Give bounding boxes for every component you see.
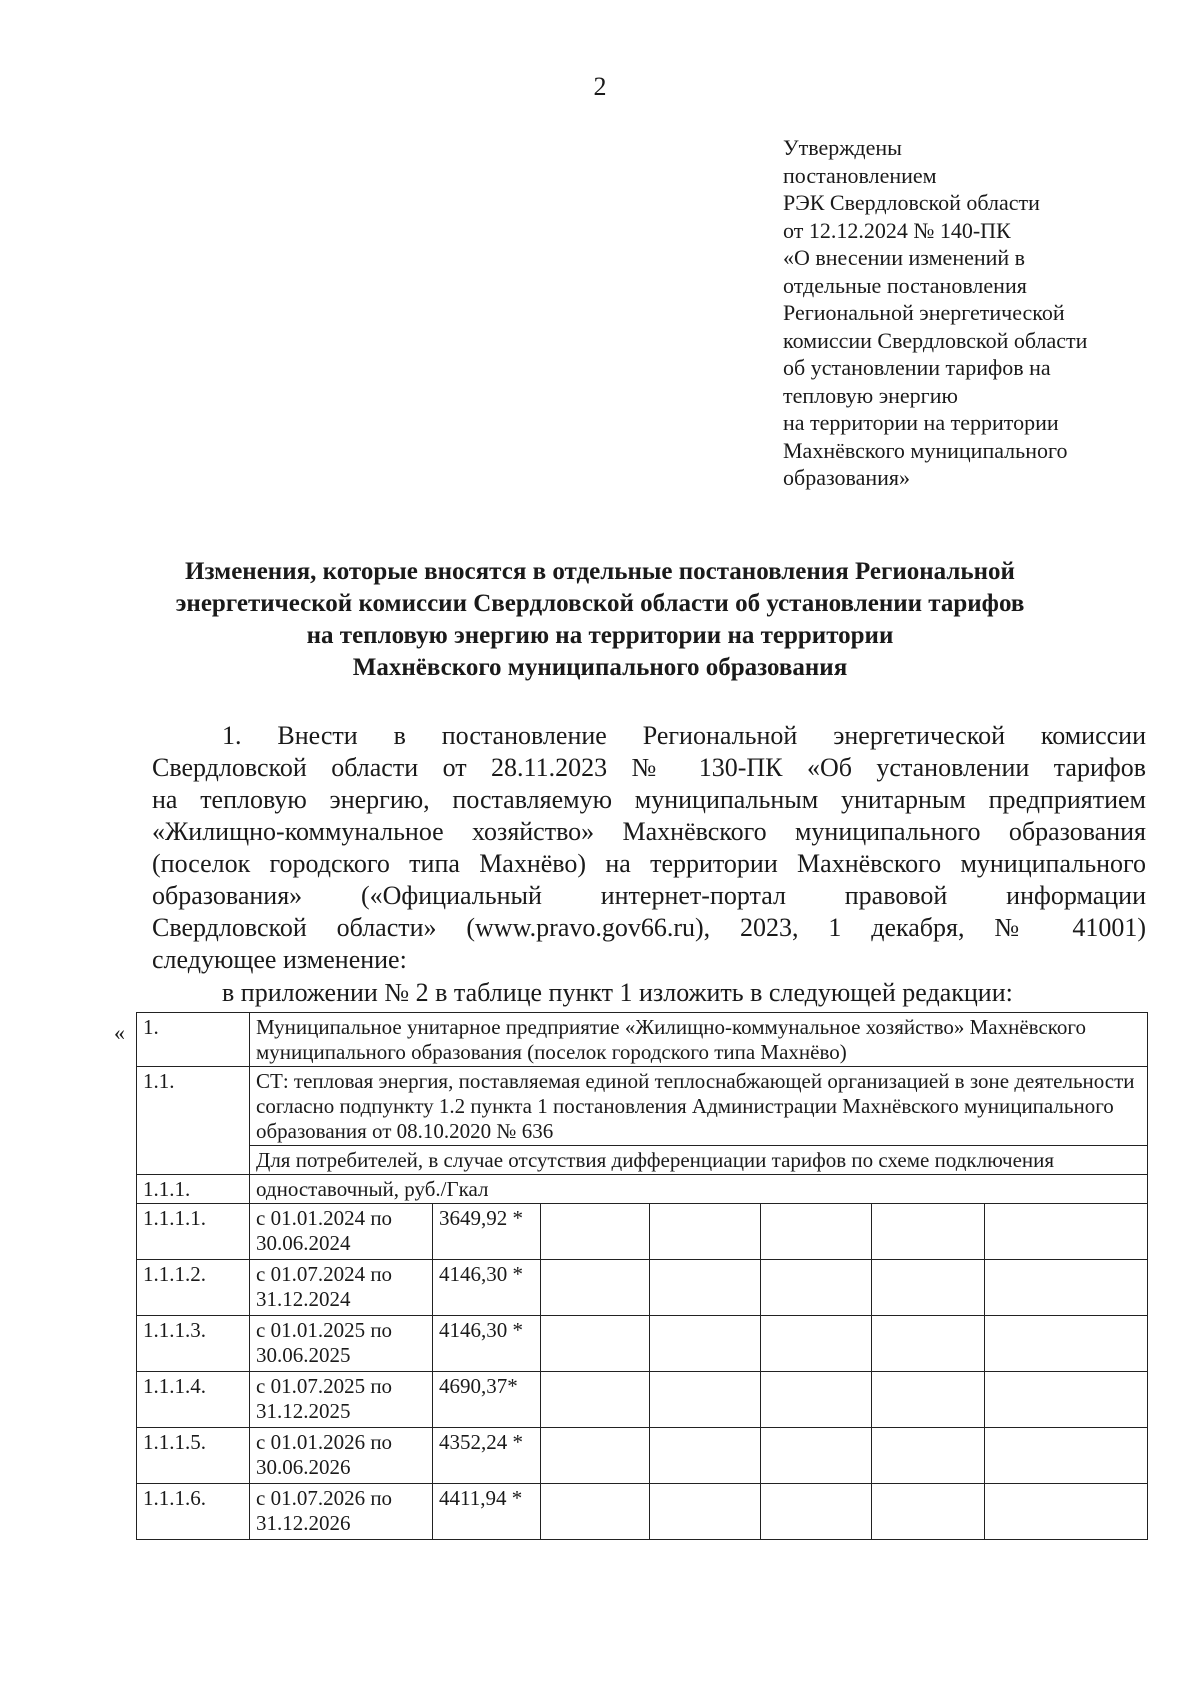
paragraph-line: Свердловской области от 28.11.2023 № 130-ПК «Об установлении тарифов xyxy=(152,753,1146,782)
empty-cell xyxy=(872,1484,985,1540)
row-value: 4146,30 * xyxy=(433,1260,541,1316)
approval-line: РЭК Свердловской области xyxy=(783,190,1040,215)
empty-cell xyxy=(761,1204,872,1260)
row-value: 4146,30 * xyxy=(433,1316,541,1372)
table-row xyxy=(137,1260,1148,1316)
row-number: 1.1.1.2. xyxy=(137,1260,250,1316)
tariff-table xyxy=(136,1012,1148,1540)
empty-cell xyxy=(650,1428,761,1484)
row-number: 1.1.1.4. xyxy=(137,1372,250,1428)
paragraph-line: следующее изменение: xyxy=(152,945,407,974)
approval-line: отдельные постановления xyxy=(783,272,1027,298)
title-line: энергетической комиссии Свердловской области об установлении тарифов xyxy=(175,590,1025,617)
empty-cell xyxy=(985,1484,1148,1540)
empty-cell xyxy=(650,1260,761,1316)
row-period: с 01.01.2024 по 30.06.2024 xyxy=(250,1204,433,1260)
empty-cell xyxy=(541,1372,650,1428)
approval-line: об установлении тарифов на xyxy=(783,355,1051,380)
paragraph-line: на тепловую энергию, поставляемую муниципальным унитарным предприятием xyxy=(152,785,1146,814)
paragraph-line: (поселок городского типа Махнёво) на территории Махнёвского муниципального xyxy=(152,849,1146,878)
empty-cell xyxy=(541,1484,650,1540)
table-row xyxy=(137,1372,1148,1428)
empty-cell xyxy=(761,1260,872,1316)
row-value: 4411,94 * xyxy=(433,1484,541,1540)
empty-cell xyxy=(650,1316,761,1372)
empty-cell xyxy=(541,1428,650,1484)
empty-cell xyxy=(541,1204,650,1260)
empty-cell xyxy=(761,1484,872,1540)
table-row xyxy=(137,1316,1148,1372)
approval-line: образования» xyxy=(783,465,911,490)
amendment-paragraph xyxy=(152,720,1146,976)
row-number: 1.1.1.6. xyxy=(137,1484,250,1540)
paragraph-line: 1. Внести в постановление Региональной энергетической комиссии xyxy=(222,721,1146,750)
title-line: на тепловую энергию на территории на территории xyxy=(306,622,894,649)
page-number: 2 xyxy=(593,72,607,101)
table-row xyxy=(137,1204,1148,1260)
consumers-cell: Для потребителей, в случае отсутствия дифференциации тарифов по схеме подключения xyxy=(250,1146,1148,1175)
approval-block xyxy=(783,134,1183,492)
empty-cell xyxy=(761,1316,872,1372)
approval-line: на территории на территории xyxy=(783,410,1059,435)
row-number: 1.1.1.1. xyxy=(137,1204,250,1260)
title-line: Махнёвского муниципального образования xyxy=(352,654,848,681)
paragraph-line: Свердловской области» (www.pravo.gov66.ru), 2023, 1 декабря, № 41001) xyxy=(152,913,1146,942)
empty-cell xyxy=(985,1204,1148,1260)
org-name-cell: Муниципальное унитарное предприятие «Жилищно-коммунальное хозяйство» Махнёвского муниципального образования (поселок городского типа Махнёво) xyxy=(250,1013,1148,1067)
approval-line: постановлением xyxy=(783,162,937,188)
approval-line: Утверждены xyxy=(783,135,902,160)
empty-cell xyxy=(541,1316,650,1372)
paragraph-line: «Жилищно-коммунальное хозяйство» Махнёвского муниципального образования xyxy=(152,817,1146,846)
st-description-cell: СТ: тепловая энергия, поставляемая единой теплоснабжающей организацией в зоне деятельности согласно подпункту 1.2 пункта 1 постановления Администрации Махнёвского муниципального образования от 08.10.2020 № 636 xyxy=(250,1067,1148,1146)
row-period: с 01.07.2025 по 31.12.2025 xyxy=(250,1372,433,1428)
approval-line: Региональной энергетической xyxy=(783,300,1065,325)
empty-cell xyxy=(872,1372,985,1428)
title-line: Изменения, которые вносятся в отдельные постановления Региональной xyxy=(185,558,1015,585)
approval-line: от 12.12.2024 № 140-ПК xyxy=(783,217,1011,243)
empty-cell xyxy=(872,1260,985,1316)
row-number: 1.1.1.5. xyxy=(137,1428,250,1484)
approval-line: «О внесении изменений в xyxy=(783,245,1026,270)
empty-cell xyxy=(985,1372,1148,1428)
org-number-cell: 1. xyxy=(137,1013,250,1067)
row-value: 4352,24 * xyxy=(433,1428,541,1484)
row-number: 1.1.1.3. xyxy=(137,1316,250,1372)
row-period: с 01.07.2026 по 31.12.2026 xyxy=(250,1484,433,1540)
empty-cell xyxy=(985,1260,1148,1316)
approval-line: тепловую энергию xyxy=(783,382,958,408)
empty-cell xyxy=(985,1428,1148,1484)
approval-line: Махнёвского муниципального xyxy=(783,437,1068,463)
row-period: с 01.07.2024 по 31.12.2024 xyxy=(250,1260,433,1316)
instruction-line: в приложении № 2 в таблице пункт 1 изложить в следующей редакции: xyxy=(222,978,1013,1007)
row-value: 3649,92 * xyxy=(433,1204,541,1260)
opening-quote: « xyxy=(114,1020,125,1045)
empty-cell xyxy=(761,1428,872,1484)
empty-cell xyxy=(541,1260,650,1316)
row-period: с 01.01.2026 по 30.06.2026 xyxy=(250,1428,433,1484)
one-rate-number-cell: 1.1.1. xyxy=(137,1175,250,1204)
approval-line: комиссии Свердловской области xyxy=(783,327,1088,353)
row-value: 4690,37* xyxy=(433,1372,541,1428)
empty-cell xyxy=(650,1372,761,1428)
one-rate-label-cell: одноставочный, руб./Гкал xyxy=(250,1175,1148,1204)
empty-cell xyxy=(761,1372,872,1428)
empty-cell xyxy=(985,1316,1148,1372)
paragraph-line: образования» («Официальный интернет-портал правовой информации xyxy=(152,881,1146,910)
empty-cell xyxy=(872,1428,985,1484)
empty-cell xyxy=(872,1204,985,1260)
row-period: с 01.01.2025 по 30.06.2025 xyxy=(250,1316,433,1372)
document-title xyxy=(120,556,1080,684)
st-number-cell: 1.1. xyxy=(137,1067,250,1175)
empty-cell xyxy=(872,1316,985,1372)
empty-cell xyxy=(650,1484,761,1540)
table-row xyxy=(137,1484,1148,1540)
table-row xyxy=(137,1428,1148,1484)
empty-cell xyxy=(650,1204,761,1260)
